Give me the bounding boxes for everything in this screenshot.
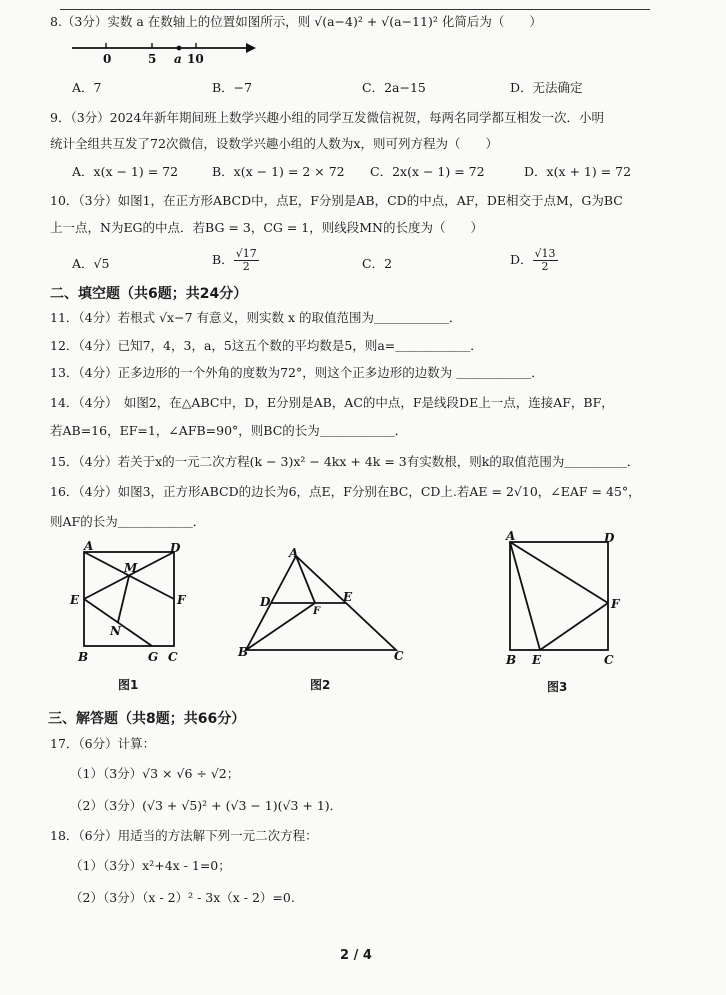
fig3-label-f: F bbox=[611, 597, 620, 611]
q16-line1: 16．（4分）如图3，正方形ABCD的边长为6，点E，F分别在BC，CD上.若AE = 2√10，∠EAF = 45°， bbox=[50, 484, 641, 499]
fig3-label-c: C bbox=[604, 653, 614, 667]
figure-3 bbox=[500, 530, 630, 668]
q18-part2: （2）（3分）（x - 2）² - 3x（x - 2）=0. bbox=[70, 890, 295, 905]
figure-1 bbox=[66, 540, 196, 668]
q10-option-d-num: √13 bbox=[534, 247, 556, 260]
q8-stem: 8.（3分）实数 a 在数轴上的位置如图所示，则 √(a−4)² + √(a−11)² 化简后为（ ） bbox=[50, 14, 542, 29]
q9-line2: 统计全组共互发了72次微信，设数学兴趣小组的人数为x，则可列方程为（ ） bbox=[50, 136, 498, 151]
fig2-label-e: E bbox=[343, 590, 353, 604]
q17-part2: （2）（3分）(√3 + √5)² + (√3 − 1)(√3 + 1)． bbox=[70, 798, 343, 813]
section-3-heading: 三、解答题（共8题；共66分） bbox=[48, 711, 246, 727]
fig2-label-a: A bbox=[289, 546, 299, 560]
q10-option-d-den: 2 bbox=[541, 260, 549, 273]
q10-option-b-num: √17 bbox=[235, 247, 257, 260]
q9-option-c: C．2x(x − 1) = 72 bbox=[370, 164, 485, 179]
fig2-label-f: F bbox=[313, 606, 321, 617]
q14-line2: 若AB=16，EF=1，∠AFB=90°，则BC的长为＿＿＿＿＿＿． bbox=[50, 423, 408, 438]
q8-option-b: B．−7 bbox=[212, 80, 253, 95]
fig2-label-d: D bbox=[260, 595, 271, 609]
q15: 15．（4分）若关于x的一元二次方程(k − 3)x² − 4kx + 4k = 3有实数根，则k的取值范围为＿＿＿＿＿． bbox=[50, 454, 640, 469]
fig3-label-d: D bbox=[604, 531, 615, 545]
q10-line1: 10．（3分）如图1，在正方形ABCD中，点E，F分别是AB，CD的中点，AF，DE相交于点M，G为BC bbox=[50, 193, 623, 208]
nl-label-0: 0 bbox=[103, 52, 112, 66]
q10-option-c: C．2 bbox=[362, 256, 393, 271]
fig1-label-e: E bbox=[70, 593, 80, 607]
q10-line2: 上一点，N为EG的中点．若BG = 3，CG = 1，则线段MN的长度为（ ） bbox=[50, 220, 483, 235]
figure-2 bbox=[236, 544, 412, 666]
q9-option-a: A．x(x − 1) = 72 bbox=[72, 164, 179, 179]
q12: 12．（4分）已知7，4，3，a，5这五个数的平均数是5，则a=＿＿＿＿＿＿． bbox=[50, 338, 483, 353]
number-line bbox=[70, 38, 260, 70]
q16-line2: 则AF的长为＿＿＿＿＿＿． bbox=[50, 514, 206, 529]
nl-label-5: 5 bbox=[148, 52, 157, 66]
nl-label-10: 10 bbox=[187, 52, 204, 66]
fig1-label-n: N bbox=[110, 624, 121, 638]
fig2-caption: 图2 bbox=[310, 678, 331, 692]
fig3-caption: 图3 bbox=[547, 680, 568, 694]
q9-line1: 9．（3分）2024年新年期间班上数学兴趣小组的同学互发微信祝贺，每两名同学都互相发一次．小明 bbox=[50, 110, 604, 125]
fig1-caption: 图1 bbox=[118, 678, 139, 692]
fig3-label-a: A bbox=[506, 530, 516, 543]
fig1-label-d: D bbox=[170, 541, 181, 555]
q17-title: 17．（6分）计算： bbox=[50, 736, 156, 751]
q8-option-a: A．7 bbox=[72, 80, 102, 95]
fig1-label-f: F bbox=[177, 593, 186, 607]
nl-label-a: a bbox=[174, 52, 182, 66]
fig1-label-b: B bbox=[78, 650, 89, 664]
q18-part1: （1）（3分）x²+4x - 1=0； bbox=[70, 858, 231, 873]
q10-option-b-den: 2 bbox=[242, 260, 250, 273]
fig1-label-g: G bbox=[148, 650, 159, 664]
q14-line1: 14．（4分） 如图2，在△ABC中，D，E分别是AB，AC的中点，F是线段DE上一点，连接AF，BF， bbox=[50, 395, 614, 410]
q13: 13．（4分）正多边形的一个外角的度数为72°，则这个正多边形的边数为 ＿＿＿＿＿＿． bbox=[50, 365, 544, 380]
q9-option-b: B．x(x − 1) = 2 × 72 bbox=[212, 164, 345, 179]
q17-part1: （1）（3分）√3 × √6 ÷ √2； bbox=[70, 766, 240, 781]
section-2-heading: 二、填空题（共6题；共24分） bbox=[50, 286, 248, 302]
q9-option-d: D．x(x + 1) = 72 bbox=[524, 164, 632, 179]
q18-title: 18．（6分）用适当的方法解下列一元二次方程： bbox=[50, 828, 318, 843]
fig1-label-a: A bbox=[84, 540, 94, 553]
fig2-label-b: B bbox=[238, 645, 249, 659]
q10-option-b-label: B． bbox=[212, 252, 234, 267]
fig1-label-m: M bbox=[124, 561, 138, 575]
fig1-label-c: C bbox=[168, 650, 178, 664]
q10-option-a: A．√5 bbox=[72, 256, 110, 271]
q10-option-d bbox=[510, 248, 558, 273]
fig3-label-e: E bbox=[532, 653, 542, 667]
q11: 11．（4分）若根式 √x−7 有意义，则实数 x 的取值范围为＿＿＿＿＿＿． bbox=[50, 310, 462, 325]
fig3-label-b: B bbox=[506, 653, 517, 667]
header-rule bbox=[60, 9, 650, 10]
q10-option-d-label: D． bbox=[510, 252, 533, 267]
q10-option-b bbox=[212, 248, 259, 273]
q8-option-c: C．2a−15 bbox=[362, 80, 426, 95]
q8-option-d: D．无法确定 bbox=[510, 80, 583, 95]
fig2-label-c: C bbox=[394, 649, 404, 663]
page-number: 2 / 4 bbox=[340, 948, 372, 963]
